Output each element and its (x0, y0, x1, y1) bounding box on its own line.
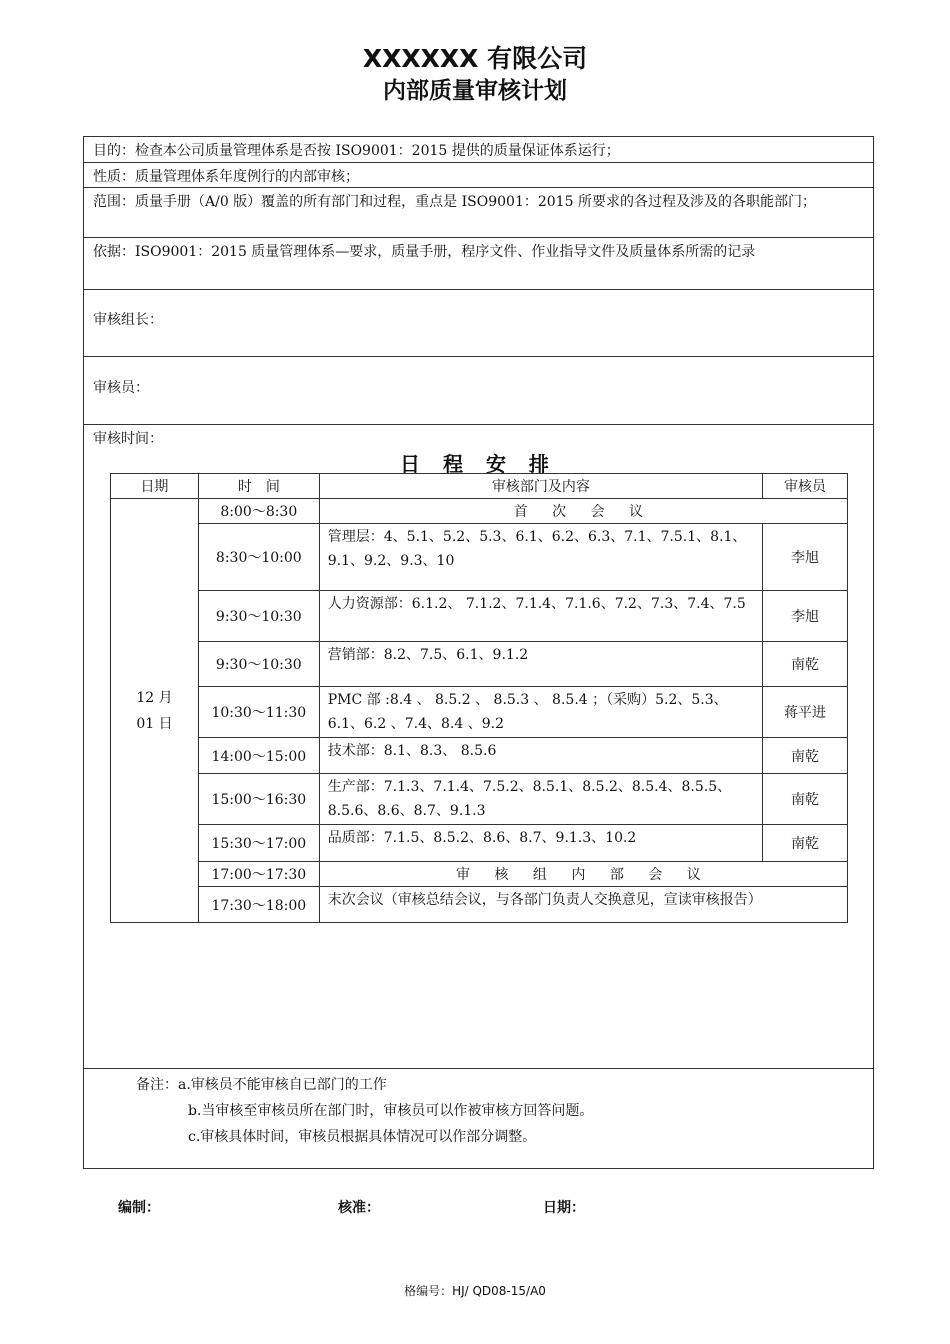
time-cell: 14:00～15:00 (198, 738, 319, 774)
content-cell: 审 核 组 内 部 会 议 (319, 862, 847, 887)
auditors-row (84, 357, 873, 425)
scope-row (84, 188, 873, 238)
time-cell: 8:00～8:30 (198, 499, 319, 524)
prepared-by-label: 编制： (118, 1200, 160, 1216)
scope-text: 范围：质量手册（A/0 版）覆盖的所有部门和过程，重点是 ISO9001：2015 所要求的各过程及涉及的各职能部门； (93, 194, 816, 210)
date-cell (111, 499, 199, 923)
nature-text: 性质：质量管理体系年度例行的内部审核； (93, 169, 359, 185)
leader-row (84, 290, 873, 357)
content-cell: 品质部：7.1.5、8.5.2、8.6、8.7、9.1.3、10.2 (319, 825, 762, 862)
time-cell: 9:30～10:30 (198, 642, 319, 687)
table-row (111, 524, 848, 591)
schedule-title: 日 程 安 排 (400, 452, 557, 476)
time-row (84, 425, 873, 449)
notes-section (84, 1068, 873, 1150)
time-cell: 15:00～16:30 (198, 774, 319, 825)
header-date: 日期 (111, 474, 199, 499)
header-time: 时 间 (198, 474, 319, 499)
time-cell: 15:30～17:00 (198, 825, 319, 862)
leader-label: 审核组长： (93, 312, 163, 328)
table-row (111, 591, 848, 642)
audit-plan-form (83, 136, 874, 1169)
time-cell: 17:30～18:00 (198, 887, 319, 923)
table-row (111, 862, 848, 887)
note-c: c.审核具体时间，审核员根据具体情况可以作部分调整。 (188, 1129, 537, 1145)
schedule-table (110, 473, 848, 923)
auditor-cell: 南乾 (763, 825, 848, 862)
audit-time-label: 审核时间： (93, 431, 163, 447)
auditor-cell: 南乾 (763, 774, 848, 825)
auditors-label: 审核员： (93, 380, 149, 396)
content-cell: 末次会议（审核总结会议，与各部门负责人交换意见，宣读审核报告） (319, 887, 847, 923)
header-content: 审核部门及内容 (319, 474, 762, 499)
purpose-row (84, 137, 873, 163)
content-cell: 首 次 会 议 (319, 499, 847, 524)
time-cell: 10:30～11:30 (198, 687, 319, 738)
form-code: 格编号：HJ/ QD08-15/A0 (404, 1284, 546, 1298)
auditor-cell: 李旭 (763, 524, 848, 591)
table-row (111, 687, 848, 738)
header-auditor: 审核员 (763, 474, 848, 499)
schedule-header-row (111, 474, 848, 499)
basis-row (84, 238, 873, 290)
table-row (111, 887, 848, 923)
table-row (111, 738, 848, 774)
table-row (111, 774, 848, 825)
time-cell: 8:30～10:00 (198, 524, 319, 591)
auditor-cell: 南乾 (763, 738, 848, 774)
sign-date-label: 日期： (543, 1200, 585, 1216)
note-a: 备注：a.审核员不能审核自已部门的工作 (136, 1077, 387, 1093)
content-cell: PMC 部 :8.4 、 8.5.2 、 8.5.3 、 8.5.4 ；（采购）5.2、5.3、6.1、6.2 、7.4、8.4 、9.2 (319, 687, 762, 738)
note-b: b.当审核至审核员所在部门时，审核员可以作被审核方回答问题。 (188, 1103, 594, 1119)
time-cell: 9:30～10:30 (198, 591, 319, 642)
table-row (111, 499, 848, 524)
document-title: 内部质量审核计划 (383, 78, 567, 104)
auditor-cell: 南乾 (763, 642, 848, 687)
approved-by-label: 核准： (338, 1200, 380, 1216)
content-cell: 营销部：8.2、7.5、6.1、9.1.2 (319, 642, 762, 687)
content-cell: 管理层：4、5.1、5.2、5.3、6.1、6.2、6.3、7.1、7.5.1、8.1、9.1、9.2、9.3、10 (319, 524, 762, 591)
table-row (111, 642, 848, 687)
content-cell: 生产部：7.1.3、7.1.4、7.5.2、8.5.1、8.5.2、8.5.4、8.5.5、8.5.6、8.6、8.7、9.1.3 (319, 774, 762, 825)
title-block (0, 42, 950, 106)
content-cell: 人力资源部：6.1.2、 7.1.2、7.1.4、7.1.6、7.2、7.3、7.4、7.5 (319, 591, 762, 642)
date-text: 12 月 01 日 (136, 689, 173, 732)
company-name: XXXXXX 有限公司 (362, 44, 588, 73)
auditor-cell: 李旭 (763, 591, 848, 642)
basis-text: 依据：ISO9001：2015 质量管理体系—要求，质量手册，程序文件、作业指导文件及质量体系所需的记录 (93, 244, 756, 260)
purpose-text: 目的：检查本公司质量管理体系是否按 ISO9001：2015 提供的质量保证体系运行； (93, 143, 620, 159)
table-row (111, 825, 848, 862)
auditor-cell: 蒋平进 (763, 687, 848, 738)
nature-row (84, 163, 873, 188)
content-cell: 技术部：8.1、8.3、 8.5.6 (319, 738, 762, 774)
time-cell: 17:00～17:30 (198, 862, 319, 887)
